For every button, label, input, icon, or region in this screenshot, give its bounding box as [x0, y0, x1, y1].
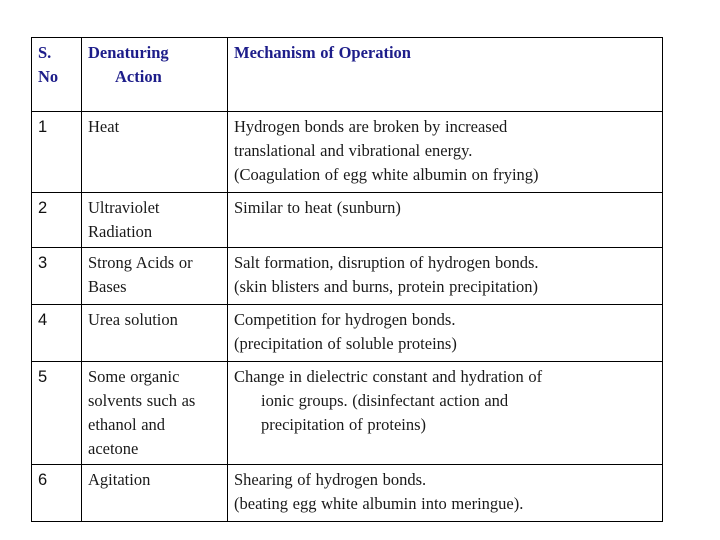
row-number: 1 — [32, 112, 82, 193]
mechanism-line: Change in dielectric constant and hydration of — [234, 367, 543, 386]
header-mechanism: Mechanism of Operation — [228, 38, 663, 112]
mechanism-line: (skin blisters and burns, protein precipitation) — [234, 277, 539, 296]
denaturing-agent — [82, 248, 228, 305]
agent-line: Some organic — [88, 367, 180, 386]
agent-line: Strong Acids or — [88, 253, 193, 272]
table-row — [32, 465, 663, 522]
denaturing-agents-table — [31, 37, 663, 522]
agent-line: Urea solution — [88, 310, 178, 329]
agent-line: ethanol and — [88, 415, 166, 434]
table-row — [32, 112, 663, 193]
denaturing-agent — [82, 305, 228, 362]
table-row — [32, 305, 663, 362]
mechanism-line: translational and vibrational energy. — [234, 141, 473, 160]
denaturing-agent — [82, 112, 228, 193]
header-action-line: Action — [115, 67, 162, 86]
mechanism — [228, 362, 663, 465]
table-row — [32, 193, 663, 248]
mechanism-line: Shearing of hydrogen bonds. — [234, 470, 427, 489]
mechanism — [228, 112, 663, 193]
agent-line: Ultraviolet — [88, 198, 160, 217]
agent-line: Agitation — [88, 470, 151, 489]
mechanism — [228, 248, 663, 305]
row-number: 5 — [32, 362, 82, 465]
denaturing-agent — [82, 465, 228, 522]
mechanism — [228, 465, 663, 522]
mechanism-line: Competition for hydrogen bonds. — [234, 310, 456, 329]
mechanism-line: (precipitation of soluble proteins) — [234, 334, 457, 353]
agent-line: Radiation — [88, 222, 153, 241]
row-number: 2 — [32, 193, 82, 248]
header-denaturing-line: Denaturing — [88, 43, 169, 62]
table-header-row — [32, 38, 663, 112]
agent-line: acetone — [88, 439, 139, 458]
mechanism-line: Salt formation, disruption of hydrogen bonds. — [234, 253, 539, 272]
mechanism-line: Hydrogen bonds are broken by increased — [234, 117, 508, 136]
row-number: 3 — [32, 248, 82, 305]
agent-line: Bases — [88, 277, 127, 296]
mechanism-line: (beating egg white albumin into meringue). — [234, 494, 524, 513]
mechanism — [228, 193, 663, 248]
denaturing-agent — [82, 362, 228, 465]
denaturing-agent — [82, 193, 228, 248]
mechanism-line: ionic groups. (disinfectant action and — [261, 391, 509, 410]
mechanism — [228, 305, 663, 362]
mechanism-line: Similar to heat (sunburn) — [234, 198, 401, 217]
header-sno: S. No — [32, 38, 82, 112]
table-row — [32, 248, 663, 305]
table-row — [32, 362, 663, 465]
agent-line: solvents such as — [88, 391, 196, 410]
mechanism-line: (Coagulation of egg white albumin on frying) — [234, 165, 539, 184]
header-denaturing-action — [82, 38, 228, 112]
row-number: 4 — [32, 305, 82, 362]
row-number: 6 — [32, 465, 82, 522]
agent-line: Heat — [88, 117, 120, 136]
mechanism-line: precipitation of proteins) — [261, 415, 427, 434]
